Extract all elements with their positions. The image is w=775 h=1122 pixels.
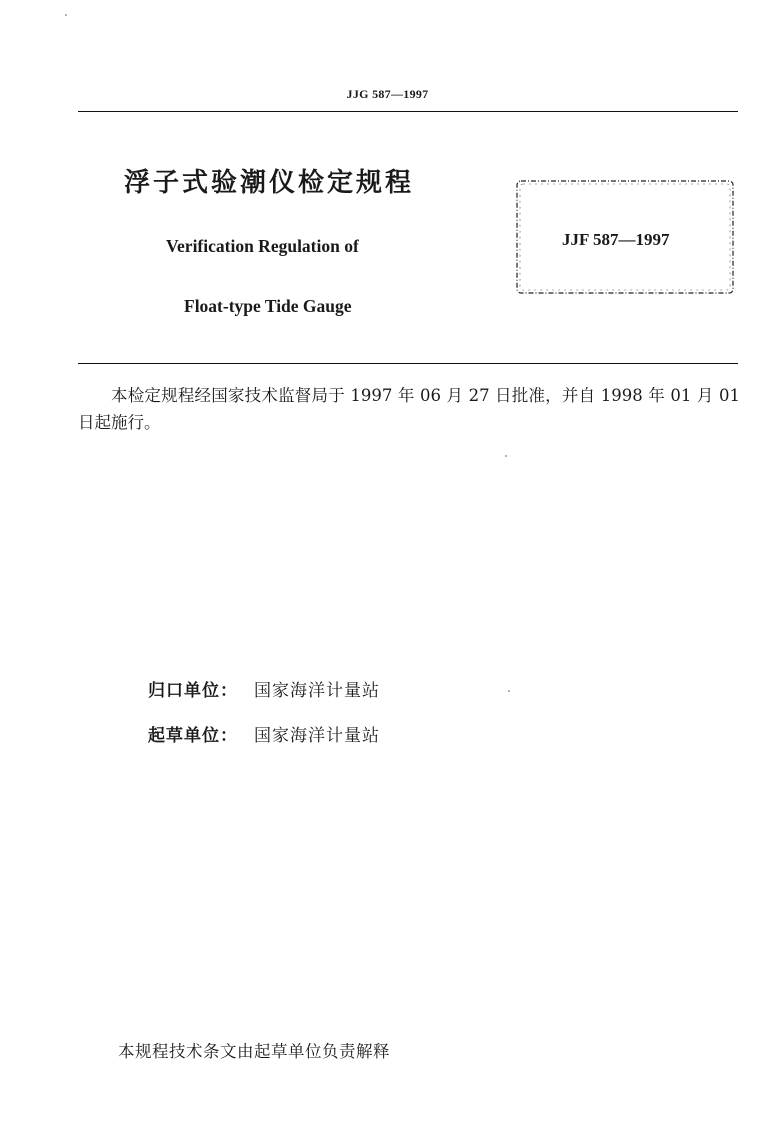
running-head: JJG 587—1997 xyxy=(346,87,429,101)
scan-speck xyxy=(65,14,67,16)
unit-value: 国家海洋计量站 xyxy=(254,726,380,746)
footnote: 本规程技术条文由起草单位负责解释 xyxy=(118,1042,390,1061)
middle-rule xyxy=(78,363,738,364)
unit-value: 国家海洋计量站 xyxy=(254,681,380,701)
code-box-text: JJF 587—1997 xyxy=(562,230,670,249)
approval-paragraph xyxy=(78,382,740,436)
unit-label: 起草单位： xyxy=(148,726,238,746)
title-english-line1: Verification Regulation of xyxy=(166,236,359,256)
title-english-line2: Float-type Tide Gauge xyxy=(184,296,352,316)
unit-row-drafting xyxy=(148,721,380,746)
title-chinese: 浮子式验潮仪检定规程 xyxy=(124,168,415,198)
scan-speck xyxy=(508,690,510,692)
unit-label: 归口单位： xyxy=(148,681,238,701)
approval-text: 本检定规程经国家技术监督局于 1997 年 06 月 27 日批准，并自 1998 年 01 月 01 日起施行。 xyxy=(78,386,740,432)
top-rule xyxy=(78,111,738,112)
scan-speck xyxy=(505,455,507,457)
unit-row-responsible xyxy=(148,676,380,701)
